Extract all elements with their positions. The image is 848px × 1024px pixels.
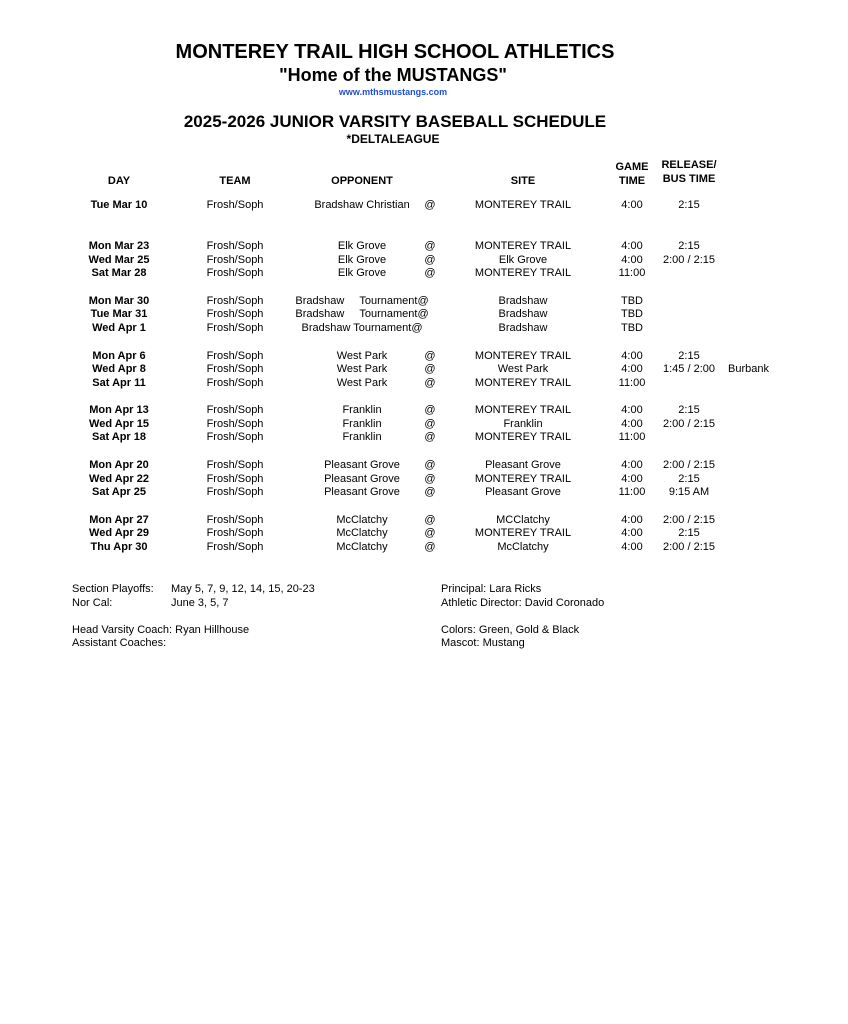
row-site: Elk Grove: [498, 254, 548, 266]
row-team: Frosh/Soph: [206, 404, 264, 416]
row-release-time: 2:00 / 2:15: [663, 459, 715, 471]
row-release-time: 9:15 AM: [668, 486, 710, 498]
row-team: Frosh/Soph: [206, 541, 264, 553]
row-site: Franklin: [503, 418, 543, 430]
head-coach: Head Varsity Coach: Ryan Hillhouse: [72, 624, 250, 636]
row-day: Mon Apr 13: [89, 404, 149, 416]
row-site: MONTEREY TRAIL: [474, 350, 572, 362]
row-opponent: Elk Grove: [337, 254, 387, 266]
row-at-sign: @: [424, 363, 436, 375]
row-site: Pleasant Grove: [485, 459, 561, 471]
row-at-sign: @: [424, 377, 436, 389]
row-at-sign: @: [424, 240, 436, 252]
row-at-sign: @: [424, 418, 436, 430]
principal: Principal: Lara Ricks: [441, 583, 542, 595]
website-link[interactable]: www.mthsmustangs.com: [338, 87, 448, 97]
row-team: Frosh/Soph: [206, 322, 264, 334]
row-site: MONTEREY TRAIL: [474, 527, 572, 539]
mascot: Mascot: Mustang: [441, 637, 525, 649]
row-team: Frosh/Soph: [206, 473, 264, 485]
row-team: Frosh/Soph: [206, 486, 264, 498]
row-game-time: 4:00: [621, 199, 643, 211]
row-opponent: Bradshaw Christian: [314, 199, 410, 211]
row-at-sign: @: [424, 541, 436, 553]
row-day: Sat Apr 18: [91, 431, 147, 443]
athletic-director: Athletic Director: David Coronado: [441, 597, 605, 609]
row-opponent: McClatchy: [336, 514, 388, 526]
row-opponent: West Park: [336, 350, 388, 362]
row-team: Frosh/Soph: [206, 295, 264, 307]
row-site: MONTEREY TRAIL: [474, 240, 572, 252]
row-day: Mon Mar 30: [88, 295, 150, 307]
row-game-time: TBD: [621, 322, 643, 334]
row-game-time: 11:00: [618, 431, 646, 443]
row-release-time: 2:00 / 2:15: [663, 418, 715, 430]
row-opponent: Bradshaw Tournament@: [301, 322, 423, 334]
row-day: Wed Apr 29: [89, 527, 149, 539]
school-tagline: "Home of the MUSTANGS": [279, 65, 507, 85]
col-time-header: TIME: [618, 175, 646, 187]
row-team: Frosh/Soph: [206, 459, 264, 471]
row-at-sign: @: [424, 473, 436, 485]
row-site: West Park: [497, 363, 549, 375]
row-game-time: 4:00: [621, 254, 643, 266]
row-at-sign: @: [424, 486, 436, 498]
row-day: Mon Apr 20: [89, 459, 149, 471]
row-team: Frosh/Soph: [206, 254, 264, 266]
row-team: Frosh/Soph: [206, 350, 264, 362]
row-site: MONTEREY TRAIL: [474, 377, 572, 389]
row-game-time: TBD: [621, 295, 643, 307]
row-opponent: Franklin: [342, 431, 382, 443]
row-day: Thu Apr 30: [90, 541, 148, 553]
row-game-time: 11:00: [618, 377, 646, 389]
row-opponent: Elk Grove: [337, 240, 387, 252]
row-opponent: Bradshaw Tournament@: [295, 295, 429, 307]
row-day: Wed Apr 15: [89, 418, 149, 430]
row-site: MONTEREY TRAIL: [474, 473, 572, 485]
row-site: Bradshaw: [498, 308, 548, 320]
row-game-time: 4:00: [621, 363, 643, 375]
row-game-time: 4:00: [621, 240, 643, 252]
norcal-dates: June 3, 5, 7: [171, 597, 229, 609]
col-opponent-header: OPPONENT: [331, 175, 393, 187]
row-team: Frosh/Soph: [206, 418, 264, 430]
row-opponent: Franklin: [342, 404, 382, 416]
row-opponent: Pleasant Grove: [324, 473, 400, 485]
row-opponent: West Park: [336, 377, 388, 389]
row-day: Mon Apr 6: [92, 350, 146, 362]
row-at-sign: @: [424, 514, 436, 526]
row-site: MONTEREY TRAIL: [474, 404, 572, 416]
row-day: Tue Mar 10: [90, 199, 148, 211]
row-opponent: Pleasant Grove: [324, 459, 400, 471]
row-team: Frosh/Soph: [206, 308, 264, 320]
row-team: Frosh/Soph: [206, 527, 264, 539]
section-playoffs-dates: May 5, 7, 9, 12, 14, 15, 20-23: [171, 583, 315, 595]
row-team: Frosh/Soph: [206, 431, 264, 443]
norcal-label: Nor Cal:: [72, 597, 113, 609]
row-day: Wed Mar 25: [88, 254, 150, 266]
row-team: Frosh/Soph: [206, 267, 264, 279]
row-release-time: 1:45 / 2:00: [663, 363, 715, 375]
col-team-header: TEAM: [219, 175, 251, 187]
school-colors: Colors: Green, Gold & Black: [441, 624, 580, 636]
row-opponent: Elk Grove: [337, 267, 387, 279]
row-day: Wed Apr 8: [92, 363, 146, 375]
row-at-sign: @: [424, 199, 436, 211]
row-release-time: 2:15: [678, 350, 700, 362]
row-site: Bradshaw: [498, 295, 548, 307]
row-game-time: 4:00: [621, 350, 643, 362]
row-day: Sat Apr 25: [91, 486, 147, 498]
row-release-time: 2:15: [678, 199, 700, 211]
row-site: MONTEREY TRAIL: [474, 267, 572, 279]
row-at-sign: @: [424, 254, 436, 266]
row-game-time: 11:00: [618, 267, 646, 279]
row-site: MONTEREY TRAIL: [474, 199, 572, 211]
row-game-time: 4:00: [621, 514, 643, 526]
row-opponent: West Park: [336, 363, 388, 375]
row-release-time: 2:00 / 2:15: [663, 254, 715, 266]
row-at-sign: @: [424, 527, 436, 539]
col-site-header: SITE: [510, 175, 536, 187]
row-release-time: 2:15: [678, 404, 700, 416]
row-release-time: 2:15: [678, 473, 700, 485]
row-day: Mon Apr 27: [89, 514, 149, 526]
col-bustime-header: BUS TIME: [662, 173, 716, 185]
row-opponent: Pleasant Grove: [324, 486, 400, 498]
row-at-sign: @: [424, 404, 436, 416]
row-day: Wed Apr 22: [89, 473, 149, 485]
row-opponent: McClatchy: [336, 541, 388, 553]
row-day: Mon Mar 23: [88, 240, 150, 252]
row-team: Frosh/Soph: [206, 199, 264, 211]
row-release-time: 2:00 / 2:15: [663, 541, 715, 553]
row-opponent: McClatchy: [336, 527, 388, 539]
row-at-sign: @: [424, 350, 436, 362]
section-playoffs-label: Section Playoffs:: [72, 583, 154, 595]
row-site: MONTEREY TRAIL: [474, 431, 572, 443]
row-site: Pleasant Grove: [485, 486, 561, 498]
row-opponent: Franklin: [342, 418, 382, 430]
row-game-time: 11:00: [618, 486, 646, 498]
row-release-time: 2:15: [678, 527, 700, 539]
school-title: MONTEREY TRAIL HIGH SCHOOL ATHLETICS: [175, 41, 615, 63]
row-game-time: 4:00: [621, 418, 643, 430]
row-team: Frosh/Soph: [206, 240, 264, 252]
col-day-header: DAY: [107, 175, 131, 187]
row-game-time: 4:00: [621, 541, 643, 553]
row-at-sign: @: [424, 431, 436, 443]
schedule-title: 2025-2026 JUNIOR VARSITY BASEBALL SCHEDULE: [183, 112, 607, 131]
col-release-header: RELEASE/: [661, 159, 717, 171]
row-game-time: 4:00: [621, 404, 643, 416]
row-note: Burbank: [728, 363, 769, 375]
row-release-time: 2:15: [678, 240, 700, 252]
row-opponent: Bradshaw Tournament@: [295, 308, 429, 320]
row-site: MCClatchy: [496, 514, 550, 526]
row-game-time: 4:00: [621, 527, 643, 539]
row-site: Bradshaw: [498, 322, 548, 334]
row-game-time: 4:00: [621, 459, 643, 471]
row-team: Frosh/Soph: [206, 363, 264, 375]
row-team: Frosh/Soph: [206, 377, 264, 389]
row-game-time: 4:00: [621, 473, 643, 485]
row-team: Frosh/Soph: [206, 514, 264, 526]
row-day: Sat Mar 28: [91, 267, 147, 279]
row-at-sign: @: [424, 267, 436, 279]
row-day: Wed Apr 1: [92, 322, 146, 334]
league-label: *DELTALEAGUE: [346, 132, 440, 146]
row-game-time: TBD: [621, 308, 643, 320]
assistant-coaches: Assistant Coaches:: [72, 637, 167, 649]
row-day: Sat Apr 11: [92, 377, 146, 389]
row-site: McClatchy: [497, 541, 549, 553]
row-day: Tue Mar 31: [90, 308, 148, 320]
col-game-header: GAME: [615, 161, 649, 173]
row-release-time: 2:00 / 2:15: [663, 514, 715, 526]
row-at-sign: @: [424, 459, 436, 471]
